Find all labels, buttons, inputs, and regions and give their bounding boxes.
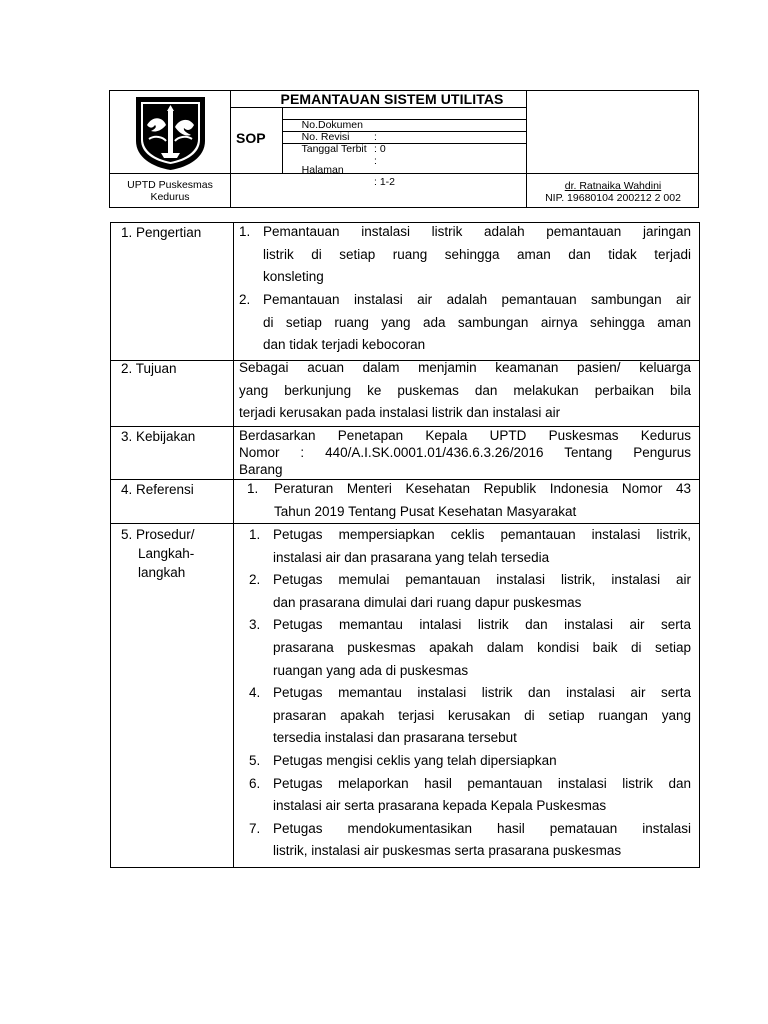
meta-label: Halaman bbox=[301, 164, 344, 176]
header-divider bbox=[110, 173, 698, 174]
section-body-pengertian bbox=[239, 221, 691, 357]
list-item bbox=[249, 750, 691, 773]
list-item bbox=[249, 614, 691, 682]
sop-header bbox=[109, 90, 699, 208]
meta-row-halaman bbox=[290, 152, 396, 200]
list-text bbox=[273, 818, 691, 863]
sop-label: SOP bbox=[236, 130, 266, 146]
section-label-pengertian: 1. Pengertian bbox=[121, 225, 202, 240]
section-body-kebijakan bbox=[239, 427, 691, 478]
section-label-prosedur: 5. Prosedur/ bbox=[121, 527, 195, 542]
section-label-prosedur: Langkah- bbox=[138, 546, 195, 561]
list-item bbox=[239, 221, 691, 289]
column-divider bbox=[233, 223, 234, 867]
list-text bbox=[273, 773, 691, 818]
text-line: konsleting bbox=[263, 269, 324, 285]
list-text bbox=[273, 614, 691, 682]
header-divider bbox=[230, 107, 526, 108]
meta-value: : 1-2 bbox=[374, 176, 396, 188]
list-text bbox=[273, 750, 691, 773]
organization-name bbox=[110, 179, 230, 203]
meta-label: Tanggal Terbit bbox=[301, 143, 367, 155]
meta-value: : bbox=[374, 131, 377, 143]
list-number: 3. bbox=[249, 617, 261, 633]
document-title: PEMANTAUAN SISTEM UTILITAS bbox=[280, 91, 504, 107]
text-line: Petugas melaporkan hasil pemantauan instalasi listrik dan bbox=[273, 775, 691, 791]
list-number: 4. bbox=[249, 685, 261, 701]
list-text bbox=[247, 478, 691, 523]
text-line: Barang bbox=[239, 462, 283, 477]
text-line: Tahun 2019 Tentang Pusat Kesehatan Masyarakat bbox=[274, 503, 577, 519]
text-line: listrik, instalasi air puskesmas serta prasarana puskesmas bbox=[273, 843, 622, 859]
list-item bbox=[249, 773, 691, 818]
meta-value: : 0 bbox=[374, 143, 386, 155]
text-line: dan tidak terjadi kebocoran bbox=[263, 337, 426, 353]
list-item bbox=[249, 524, 691, 569]
list-item bbox=[249, 682, 691, 750]
list-item bbox=[247, 478, 691, 523]
text-line: Petugas mempersiapkan ceklis pemantauan instalasi listrik, bbox=[273, 527, 691, 542]
city-emblem-logo bbox=[133, 95, 208, 171]
list-number: 5. bbox=[249, 752, 261, 768]
text-line: Petugas memulai pemantauan instalasi listrik, instalasi air bbox=[273, 572, 691, 588]
text-line: Berdasarkan Penetapan Kepala UPTD Puskesmas Kedurus bbox=[239, 428, 691, 443]
text-line: Petugas mendokumentasikan hasil pematauan instalasi bbox=[273, 820, 691, 836]
header-divider bbox=[282, 107, 283, 173]
list-item bbox=[249, 818, 691, 863]
text-line: tersedia instalasi dan prasarana tersebut bbox=[273, 730, 517, 746]
text-line: yang berkunjung ke puskemas dan melakukan perbaikan bila bbox=[239, 382, 691, 398]
text-line: instalasi air dan prasarana yang telah tersedia bbox=[273, 549, 550, 565]
org-line: UPTD Puskesmas bbox=[127, 179, 213, 191]
section-label-prosedur: langkah bbox=[138, 565, 186, 580]
signer-block bbox=[526, 180, 700, 204]
list-number: 7. bbox=[249, 820, 261, 836]
list-text bbox=[273, 569, 691, 614]
list-number: 1. bbox=[247, 481, 259, 496]
text-line: listrik di setiap ruang sehingga aman dan tidak terjadi bbox=[263, 246, 691, 262]
text-line: Petugas memantau intalasi listrik dan instalasi air serta bbox=[273, 617, 691, 633]
list-number: 1. bbox=[239, 224, 251, 239]
text-line: terjadi kerusakan pada instalasi listrik dan instalasi air bbox=[239, 405, 561, 421]
text-line: prasarana puskesmas apakah dalam kondisi baik di setiap bbox=[273, 639, 691, 655]
list-text bbox=[273, 682, 691, 750]
text-line: Petugas mengisi ceklis yang telah dipersiapkan bbox=[273, 752, 557, 768]
list-number: 1. bbox=[249, 527, 261, 542]
section-label-kebijakan: 3. Kebijakan bbox=[121, 429, 196, 444]
section-body-prosedur bbox=[249, 524, 691, 863]
list-text bbox=[263, 289, 691, 357]
text-line: instalasi air serta prasarana kepada Kepala Puskesmas bbox=[273, 798, 607, 814]
list-number: 2. bbox=[239, 292, 251, 307]
text-line: Pemantauan instalasi air adalah pemantauan sambungan air bbox=[263, 292, 691, 307]
list-number: 6. bbox=[249, 775, 261, 791]
text-line: ruangan yang ada di puskesmas bbox=[273, 662, 469, 678]
list-number: 2. bbox=[249, 572, 261, 588]
text-line: Pemantauan instalasi listrik adalah pemantauan jaringan bbox=[263, 224, 691, 239]
meta-label: No. Revisi bbox=[301, 131, 350, 143]
signer-name: dr. Ratnaika Wahdini bbox=[564, 180, 662, 192]
list-text bbox=[273, 524, 691, 569]
text-line: dan prasarana dimulai dari ruang dapur puskesmas bbox=[273, 594, 582, 610]
text-line: Nomor : 440/A.I.SK.0001.01/436.6.3.26/2016 Tentang Pengurus bbox=[239, 445, 691, 460]
header-divider bbox=[230, 91, 231, 207]
meta-label: No.Dokumen bbox=[301, 119, 363, 131]
section-body-tujuan bbox=[239, 357, 691, 425]
org-line: Kedurus bbox=[150, 191, 190, 203]
section-label-referensi: 4. Referensi bbox=[121, 482, 194, 497]
section-body-referensi bbox=[247, 478, 691, 523]
signer-nip: NIP. 19680104 200212 2 002 bbox=[545, 192, 681, 204]
sop-content-table bbox=[110, 222, 700, 868]
text-line: prasaran apakah terjasi kerusakan di setiap ruangan yang bbox=[273, 707, 691, 723]
text-line: di setiap ruang yang ada sambungan airnya sehingga aman bbox=[263, 314, 691, 330]
meta-value: : bbox=[374, 155, 377, 167]
text-line: Sebagai acuan dalam menjamin keamanan pasien/ keluarga bbox=[239, 360, 691, 375]
list-item bbox=[249, 569, 691, 614]
text-line: Petugas memantau instalasi listrik dan instalasi air serta bbox=[273, 685, 691, 701]
section-label-tujuan: 2. Tujuan bbox=[121, 361, 177, 376]
list-item bbox=[239, 289, 691, 357]
list-text bbox=[263, 221, 691, 289]
text-line: Peraturan Menteri Kesehatan Republik Indonesia Nomor 43 bbox=[274, 481, 691, 496]
